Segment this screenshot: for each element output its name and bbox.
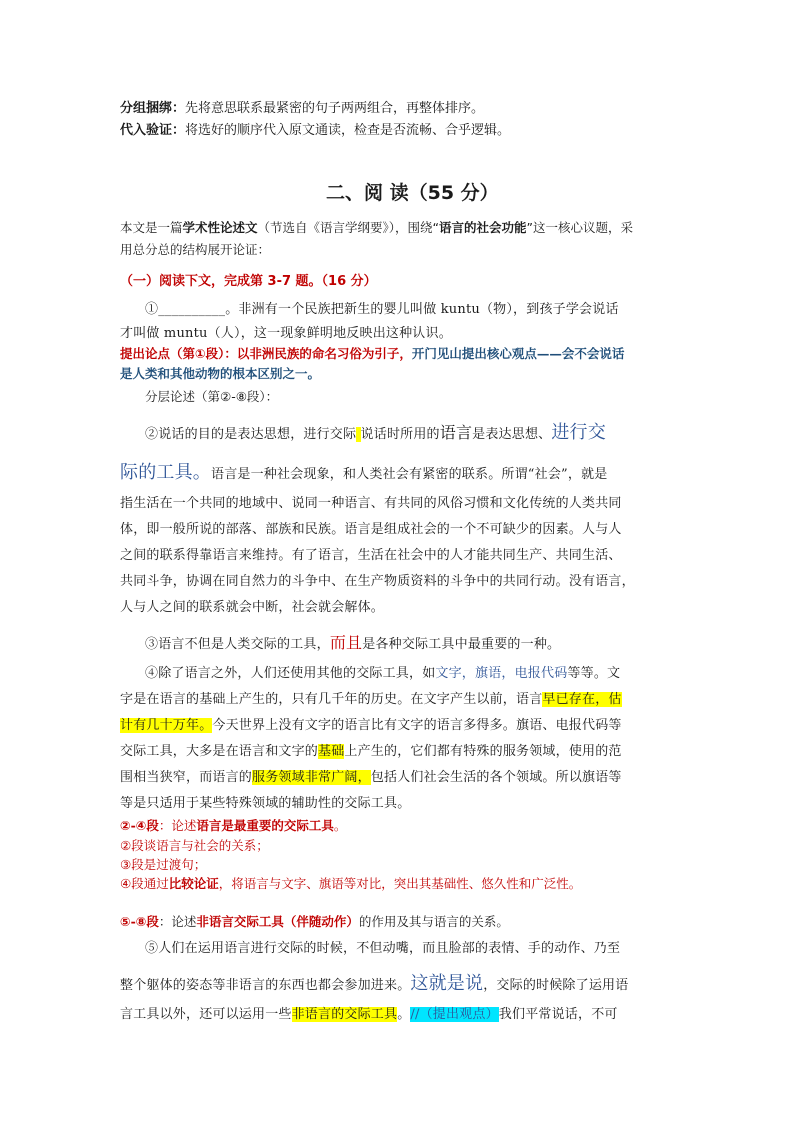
- intro-line-2: 用总分总的结构展开论证：: [120, 242, 271, 257]
- method-text: 将选好的顺序代入原文通读，检查是否流畅、合乎逻辑。: [185, 123, 511, 138]
- note-key: 比较论证: [168, 876, 219, 891]
- p4-line-3: [120, 714, 622, 733]
- p5-line-2: [120, 969, 628, 995]
- p2-handwrite: 语言: [439, 423, 473, 442]
- intro-text: （节选自《语言学纲要》），围绕“: [257, 220, 440, 235]
- p2-text: 是表达思想、: [472, 427, 552, 442]
- p4-annotated: 文字，旗语，电报代码: [435, 666, 568, 681]
- p4-highlight: 计有几十万年。: [120, 718, 213, 733]
- p4-text: 围相当狭窄，而语言的: [120, 770, 253, 785]
- p2-handwrite: 际的工具。: [120, 462, 211, 483]
- method-text: 先将意思联系最紧密的句子两两组合，再整体排序。: [185, 101, 485, 116]
- p2-text: 语言是一种社会现象，和人类社会有紧密的联系。所谓“社会”，就是: [211, 467, 608, 482]
- p5-text: 。: [397, 1007, 411, 1022]
- p4-highlight: 基础: [318, 744, 345, 759]
- p5-highlight: 非语言的交际工具: [291, 1007, 398, 1022]
- method-line-verify: [120, 119, 510, 138]
- section-title: 二、阅 读（55 分）: [326, 182, 499, 204]
- notes2-line-2: ③段是过渡句；: [120, 857, 207, 872]
- note-text: ：以非洲民族的命名习俗为引子，: [224, 346, 412, 361]
- p5-handwrite: 这就是说: [410, 973, 484, 994]
- p5-text: 整个躯体的姿态等非语言的东西也都会参加进来。: [120, 978, 411, 993]
- note-text: ，将语言与文字、旗语等对比，突出其基础性、悠久性和广泛性。: [218, 876, 582, 891]
- p4-highlight: 早已存在，估: [542, 692, 622, 707]
- p4-text: 字是在语言的基础上产生的，只有几千年的历史。在文字产生以前，语言: [120, 692, 543, 707]
- p5-text: 我们平常说话，不可: [498, 1007, 618, 1022]
- p4-text: 包括人们社会生活的各个领域。所以旗语等: [370, 770, 622, 785]
- p2-line-1: [145, 418, 606, 444]
- note-thesis: [120, 344, 624, 362]
- p2-line-6: 共同斗争，协调在同自然力的斗争中、在生产物质资料的斗争中的共同行动。没有语言，: [120, 574, 635, 589]
- p4-text: 交际工具，大多是在语言和文字的: [120, 744, 319, 759]
- p3-text: ③语言不但是人类交际的工具，: [145, 637, 330, 652]
- notes2-line-3: [120, 874, 581, 892]
- notes2-heading: [120, 816, 346, 834]
- note-text: 的作用及其与语言的关系。: [358, 914, 509, 929]
- intro-line-1: [120, 218, 633, 236]
- p2-line-5: 之间的联系得靠语言来维持。有了语言，生活在社会中的人才能共同生产、共同生活、: [120, 548, 622, 563]
- p3-handwrite: 而且: [329, 633, 363, 652]
- p5-text: 言工具以外，还可以运用一些: [120, 1007, 292, 1022]
- p2-line-4: 体，即一般所说的部落、部族和民族。语言是组成社会的一个不可缺少的因素。人与人: [120, 522, 622, 537]
- note-key: 非语言交际工具（伴随动作）: [196, 914, 359, 929]
- p5-line-3: [120, 1003, 618, 1022]
- p4-text: 今天世界上没有文字的语言比有文字的语言多得多。旗语、电报代码等: [212, 718, 622, 733]
- layer-heading: 分层论述（第②-⑧段）：: [145, 389, 279, 404]
- method-label: 分组捆绑：: [120, 101, 186, 116]
- note-text: ：论述: [158, 818, 197, 833]
- note-text: 开门见山提出核心观点——会不会说话: [411, 346, 625, 361]
- p2-line-2: [120, 458, 608, 484]
- p5-annotation: //（提出观点）: [410, 1007, 499, 1022]
- p4-text: 上产生的，它们都有特殊的服务领域，使用的范: [344, 744, 622, 759]
- note-text: 。: [333, 818, 347, 833]
- note-thesis-line-2: 是人类和其他动物的根本区别之一。: [120, 366, 321, 381]
- p4-line-2: [120, 688, 622, 707]
- p4-text: ④除了语言之外，人们还使用其他的交际工具，如: [145, 666, 436, 681]
- p4-highlight: 服务领域非常广阔，: [252, 770, 371, 785]
- p2-handwrite: 进行交: [551, 422, 606, 443]
- p2-line-7: 人与人之间的联系就会中断，社会就会解体。: [120, 600, 385, 615]
- p4-line-1: [145, 662, 620, 681]
- p2-text: ②说话的目的是表达思想，进行交际: [145, 427, 357, 442]
- p1-line-1: ①__________。非洲有一个民族把新生的婴儿叫做 kuntu（物），到孩子学会说话: [145, 302, 619, 317]
- method-line-grouping: [120, 97, 484, 116]
- p4-text: 等等。文: [567, 666, 621, 681]
- intro-text: 本文是一篇: [120, 220, 183, 235]
- p3-text: 是各种交际工具中最重要的一种。: [362, 637, 561, 652]
- p2-text: 说话时所用的: [360, 427, 440, 442]
- intro-text: ”这一核心议题，采: [526, 220, 634, 235]
- note-text: ④段通过: [120, 876, 169, 891]
- note-key: 语言是最重要的交际工具: [196, 818, 334, 833]
- note-text: ：论述: [158, 914, 197, 929]
- p2-line-3: 指生活在一个共同的地域中、说同一种语言、有共同的风俗习惯和文化传统的人类共同: [120, 496, 622, 511]
- notes3-heading: [120, 912, 509, 930]
- method-label: 代入验证：: [120, 123, 186, 138]
- p4-line-4: [120, 740, 622, 759]
- part-heading: （一）阅读下文，完成第 3-7 题。（16 分）: [120, 274, 377, 289]
- p3-line-1: [145, 630, 560, 653]
- p4-line-6: 等是只适用于某些特殊领域的辅助性的交际工具。: [120, 796, 411, 811]
- note-label: 提出论点（第①段）: [120, 346, 225, 361]
- p5-line-1: ⑤人们在运用语言进行交际的时候，不但动嘴，而且脸部的表情、手的动作、乃至: [145, 941, 621, 956]
- notes2-line-1: ②段谈语言与社会的关系；: [120, 838, 269, 853]
- intro-genre: 学术性论述文: [182, 220, 258, 235]
- intro-topic: 语言的社会功能: [439, 220, 527, 235]
- note-label: ⑤-⑧段: [120, 914, 159, 929]
- p4-line-5: [120, 766, 622, 785]
- p1-line-2: 才叫做 muntu（人），这一现象鲜明地反映出这种认识。: [120, 326, 452, 341]
- p5-text: ，交际的时候除了运用语: [483, 978, 629, 993]
- note-label: ②-④段: [120, 818, 159, 833]
